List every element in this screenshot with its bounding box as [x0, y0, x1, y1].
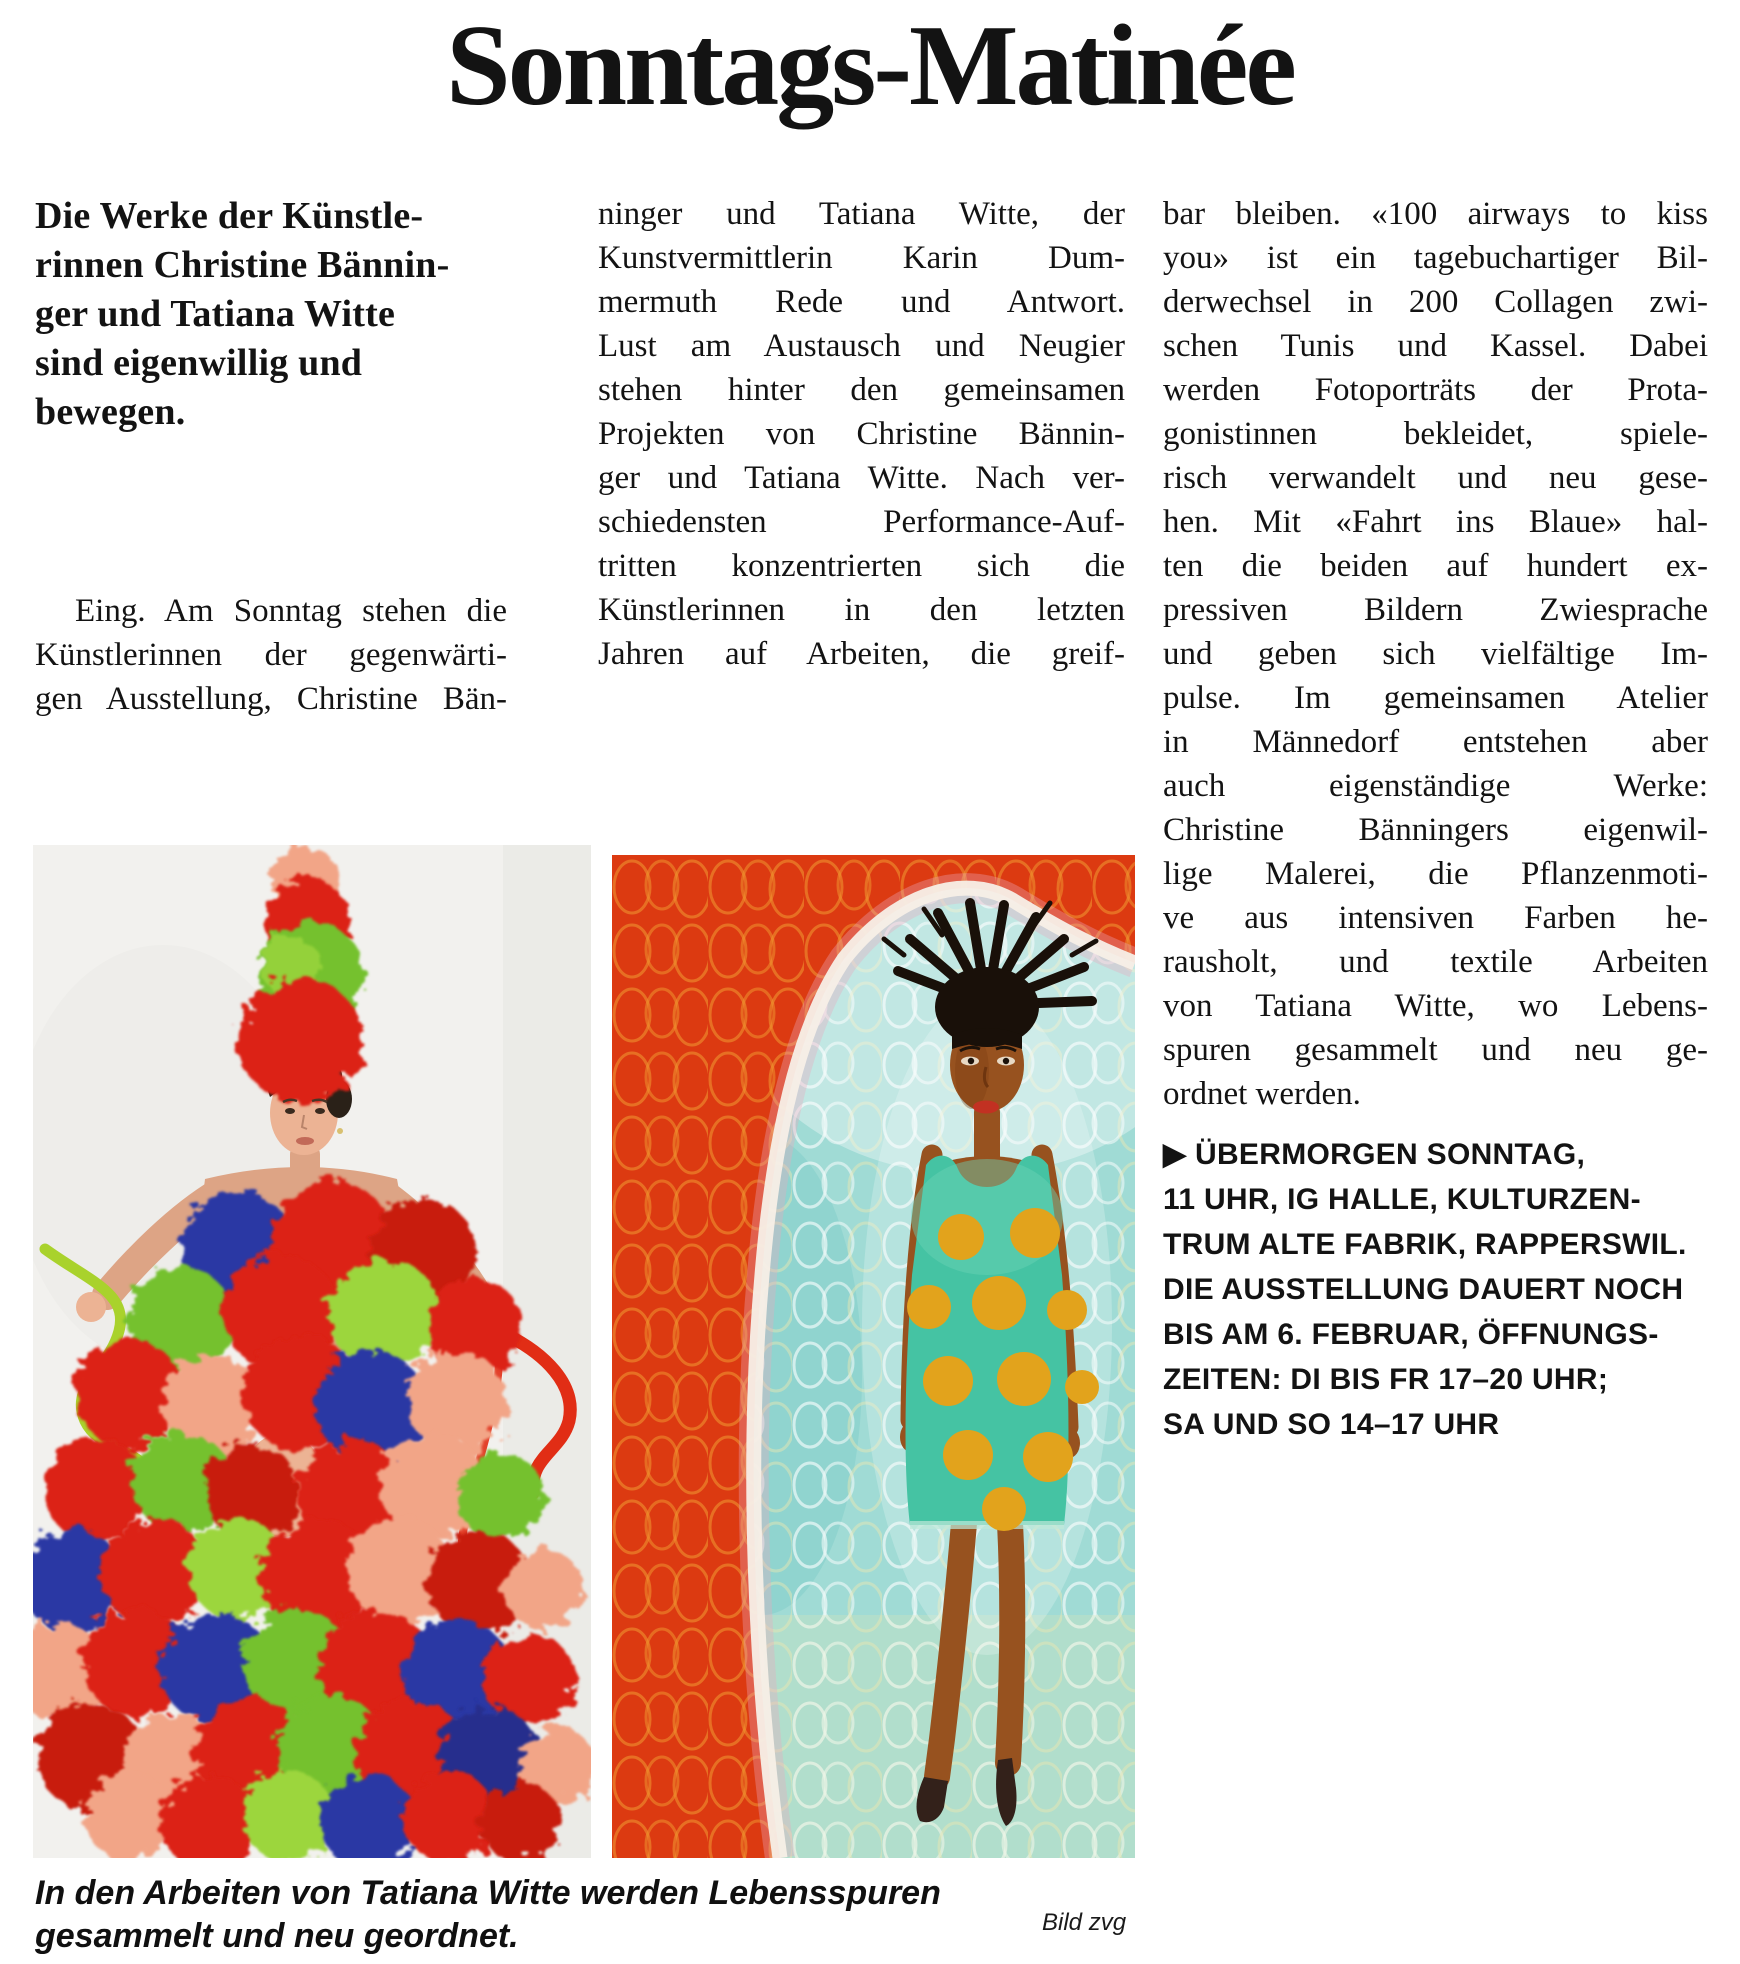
text-line: Eing. Am Sonntag stehen die	[75, 593, 507, 629]
text-line: DIE AUSSTELLUNG DAUERT NOCH	[1163, 1273, 1684, 1306]
text-line: pressiven Bildern Zwiesprache	[1163, 592, 1708, 628]
text-line: Christine Bänningers eigenwil-	[1163, 812, 1708, 848]
text-line: werden Fotoporträts der Prota-	[1163, 372, 1708, 408]
text-line: ten die beiden auf hundert ex-	[1163, 548, 1708, 584]
text-line: ZEITEN: DI BIS FR 17–20 UHR;	[1163, 1363, 1609, 1396]
text-line: Kunstvermittlerin Karin Dum-	[598, 240, 1125, 276]
text-line: In den Arbeiten von Tatiana Witte werden Lebensspuren	[35, 1874, 941, 1912]
article-body-middle	[598, 192, 1125, 676]
text-line: derwechsel in 200 Collagen zwi-	[1163, 284, 1708, 320]
text-line: Künstlerinnen in den letzten	[598, 592, 1125, 628]
text-line: BIS AM 6. FEBRUAR, ÖFFNUNGS-	[1163, 1318, 1659, 1351]
pompom-photo-graphic	[33, 845, 591, 1858]
text-line: Künstlerinnen der gegenwärti-	[35, 637, 507, 673]
text-line: von Tatiana Witte, wo Lebens-	[1163, 988, 1708, 1024]
column-right	[1163, 192, 1708, 1447]
text-line: pulse. Im gemeinsamen Atelier	[1163, 680, 1708, 716]
text-line: SA UND SO 14–17 UHR	[1163, 1408, 1500, 1441]
event-listing	[1163, 1132, 1708, 1447]
text-line: stehen hinter den gemeinsamen	[598, 372, 1125, 408]
text-line: mermuth Rede und Antwort.	[598, 284, 1125, 320]
text-line: lige Malerei, die Pflanzenmoti-	[1163, 856, 1708, 892]
text-line: rausholt, und textile Arbeiten	[1163, 944, 1708, 980]
text-line: ordnet werden.	[1163, 1076, 1361, 1112]
painting-graphic	[612, 855, 1135, 1858]
text-line: tritten konzentrierten sich die	[598, 548, 1125, 584]
article-body-right	[1163, 192, 1708, 1116]
text-line: ninger und Tatiana Witte, der	[598, 196, 1125, 232]
article-lead	[35, 192, 507, 437]
text-line: rinnen Christine Bännin-	[35, 244, 450, 286]
column-left	[35, 192, 507, 721]
text-line: Die Werke der Künstle-	[35, 195, 424, 237]
painting-dotted-dress	[612, 855, 1135, 1858]
text-line: TRUM ALTE FABRIK, RAPPERSWIL.	[1163, 1228, 1687, 1261]
photo-pompom-dress	[33, 845, 591, 1858]
text-line: schiedensten Performance-Auf-	[598, 504, 1125, 540]
text-line: ▶ ÜBERMORGEN SONNTAG,	[1163, 1138, 1586, 1171]
text-line: spuren gesammelt und neu ge-	[1163, 1032, 1708, 1068]
photo-credit: Bild zvg	[1042, 1909, 1127, 1936]
text-line: ger und Tatiana Witte	[35, 293, 396, 335]
text-line: auch eigenständige Werke:	[1163, 768, 1708, 804]
text-line: gen Ausstellung, Christine Bän-	[35, 681, 507, 717]
text-line: 11 UHR, IG HALLE, KULTURZEN-	[1163, 1183, 1641, 1216]
text-line: ger und Tatiana Witte. Nach ver-	[598, 460, 1125, 496]
text-line: schen Tunis und Kassel. Dabei	[1163, 328, 1708, 364]
text-line: bar bleiben. «100 airways to kiss	[1163, 196, 1708, 232]
text-line: Projekten von Christine Bännin-	[598, 416, 1125, 452]
text-line: sind eigenwillig und	[35, 342, 363, 384]
text-line: und geben sich vielfältige Im-	[1163, 636, 1708, 672]
text-line: ve aus intensiven Farben he-	[1163, 900, 1708, 936]
image-caption	[35, 1872, 1045, 1958]
text-line: hen. Mit «Fahrt ins Blaue» hal-	[1163, 504, 1708, 540]
text-line: risch verwandelt und neu gese-	[1163, 460, 1708, 496]
text-line: you» ist ein tagebuchartiger Bil-	[1163, 240, 1708, 276]
text-line: Lust am Austausch und Neugier	[598, 328, 1125, 364]
text-line: Jahren auf Arbeiten, die greif-	[598, 636, 1125, 672]
text-line: bewegen.	[35, 391, 186, 433]
text-line: in Männedorf entstehen aber	[1163, 724, 1708, 760]
text-line: gesammelt und neu geordnet.	[35, 1917, 519, 1955]
article-body-left	[35, 589, 507, 721]
column-middle	[598, 192, 1125, 676]
article-headline: Sonntags-Matinée	[446, 2, 1294, 130]
text-line: gonistinnen bekleidet, spiele-	[1163, 416, 1708, 452]
